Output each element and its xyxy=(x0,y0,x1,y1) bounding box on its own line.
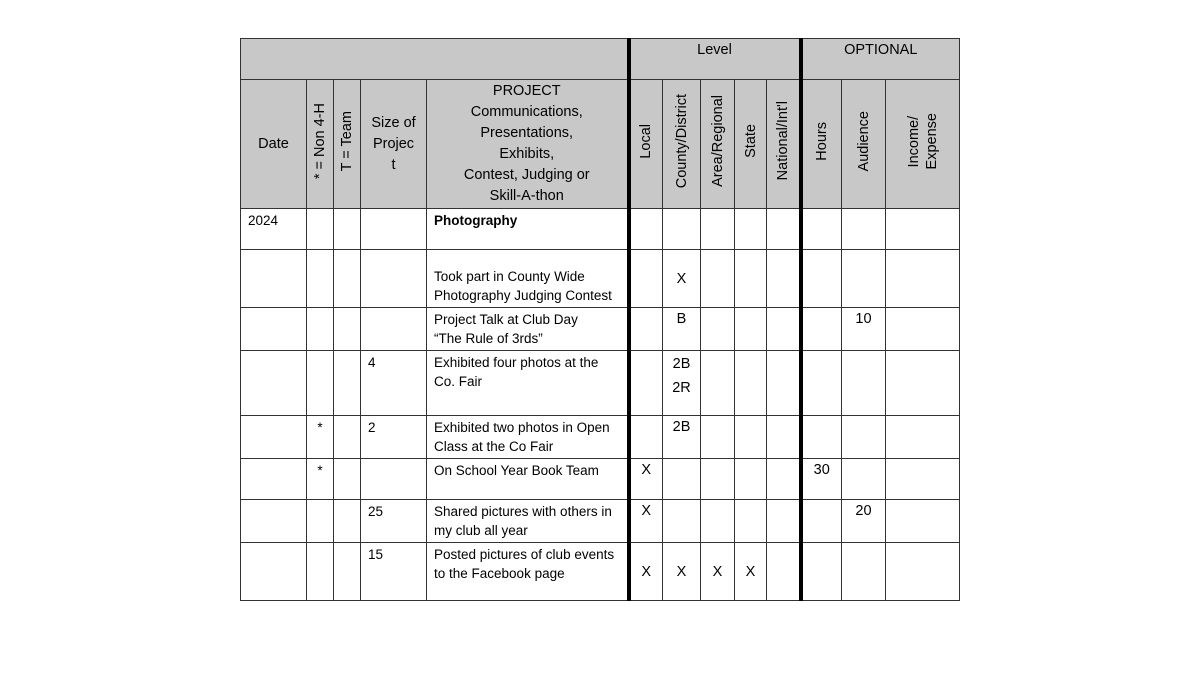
non4h-header-cell xyxy=(307,80,334,209)
area-cell: X xyxy=(712,563,723,580)
state-cell: X xyxy=(745,563,756,580)
local-header: Local xyxy=(638,123,655,159)
local-cell: X xyxy=(641,462,652,478)
table-row xyxy=(241,459,960,500)
state-header: State xyxy=(742,124,759,158)
table-row xyxy=(241,351,960,416)
table-row xyxy=(241,250,960,308)
local-cell: X xyxy=(641,503,652,519)
area-header-cell xyxy=(701,80,735,209)
non4h-header: * = Non 4-H xyxy=(312,102,328,180)
audience-header-cell xyxy=(842,80,886,209)
table-row xyxy=(241,416,960,459)
county-header-cell xyxy=(663,80,701,209)
date-header: Date xyxy=(241,80,307,209)
audience-cell: 10 xyxy=(855,311,872,327)
group-header-row xyxy=(241,39,960,80)
project-cell: Exhibited two photos in Open Class at the Co Fair xyxy=(434,420,610,454)
area-header: Area/Regional xyxy=(709,95,726,187)
local-header-cell xyxy=(629,80,663,209)
team-header: T = Team xyxy=(339,110,355,172)
project-record-table xyxy=(240,38,960,601)
size-cell: 4 xyxy=(368,355,376,370)
hours-header: Hours xyxy=(813,121,830,161)
table-row xyxy=(241,500,960,543)
table-row xyxy=(241,209,960,250)
hours-cell: 30 xyxy=(813,462,830,478)
audience-header: Audience xyxy=(855,110,872,172)
optional-group-header: OPTIONAL xyxy=(801,39,960,80)
income-header-cell xyxy=(886,80,960,209)
county-cell: B xyxy=(676,311,687,327)
project-header-cell xyxy=(427,80,629,209)
size-cell: 2 xyxy=(368,420,376,435)
county-cell: X xyxy=(676,270,687,287)
project-header: PROJECT Communications, Presentations, Exhibits, Contest, Judging or Skill-A-thon xyxy=(463,83,590,204)
project-cell: Took part in County Wide Photography Judging Contest xyxy=(434,269,612,303)
audience-cell: 20 xyxy=(855,503,872,519)
size-header: Size of Projec t xyxy=(361,80,427,209)
table-row xyxy=(241,308,960,351)
county-header: County/District xyxy=(673,93,690,189)
non4h-cell: * xyxy=(317,463,323,478)
hours-header-cell xyxy=(801,80,842,209)
income-header: Income/ Expense xyxy=(905,112,940,170)
county-cell: 2B 2R xyxy=(663,351,701,416)
group-header-blank xyxy=(241,39,629,80)
project-cell: On School Year Book Team xyxy=(434,463,599,478)
level-group-header: Level xyxy=(629,39,801,80)
team-header-cell xyxy=(334,80,361,209)
project-cell: Project Talk at Club Day “The Rule of 3rds” xyxy=(434,312,578,346)
project-cell: Photography xyxy=(434,213,518,228)
project-cell: Shared pictures with others in my club all year xyxy=(434,504,612,538)
size-cell: 15 xyxy=(368,547,384,562)
column-header-row xyxy=(241,80,960,209)
size-cell: 25 xyxy=(368,504,384,519)
date-cell: 2024 xyxy=(248,213,279,228)
state-header-cell xyxy=(735,80,767,209)
non4h-cell: * xyxy=(317,420,323,435)
national-header-cell xyxy=(767,80,801,209)
county-cell: X xyxy=(676,563,687,580)
project-cell: Exhibited four photos at the Co. Fair xyxy=(434,355,599,389)
national-header: National/Int'l xyxy=(774,101,791,181)
county-cell: 2B xyxy=(672,419,691,435)
project-cell: Posted pictures of club events to the Facebook page xyxy=(434,547,615,581)
table-row xyxy=(241,543,960,601)
local-cell: X xyxy=(641,563,652,580)
